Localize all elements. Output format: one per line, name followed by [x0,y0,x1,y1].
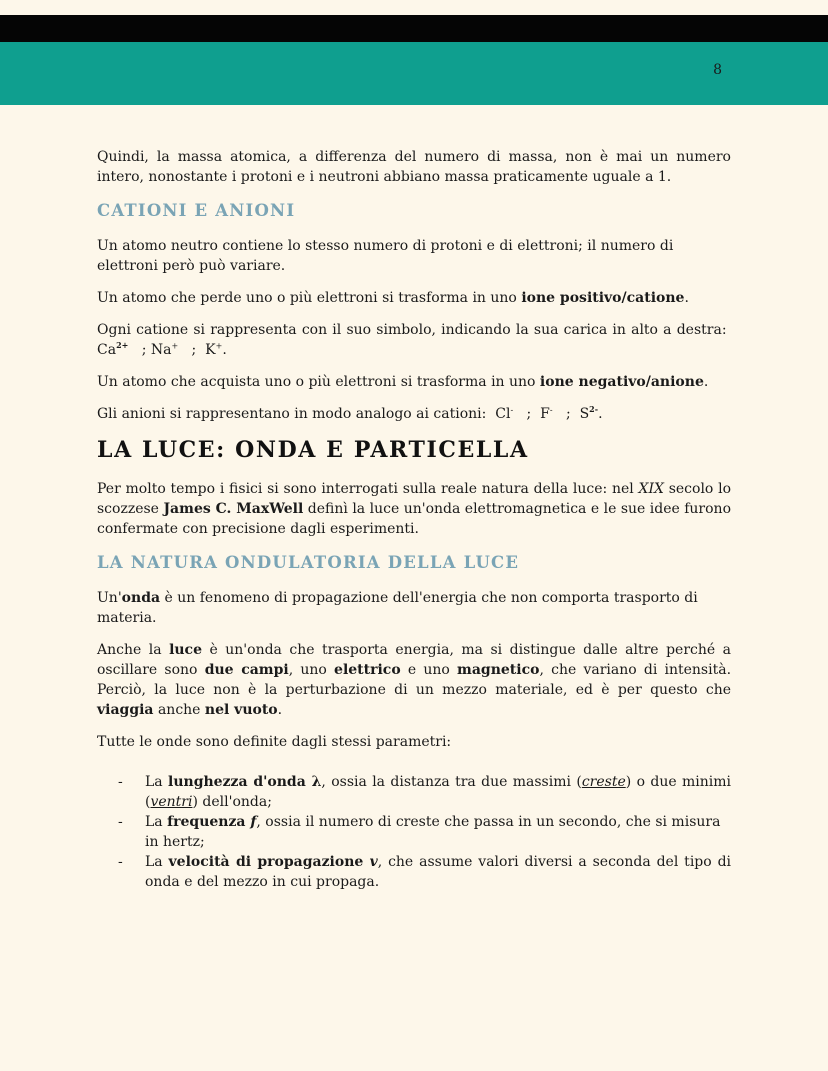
century-xix: XIX [638,481,664,497]
term-frequenza: frequenza [167,814,251,830]
term-elettrico: elettrico [334,662,401,678]
text: Ogni catione si rappresenta con il suo simbolo, indicando la sua carica in alto a destra: [97,322,727,338]
paragraph-luce-campi: Anche la luce è un'onda che trasporta energia, ma si distingue dalle altre perché a oscillare sono due campi, uno elettrico e uno magnetico, che variano di intensità. Perciò, la luce non è la perturbazione di un mezzo materiale, ed è per questo che viaggia anche nel vuoto. [97,642,732,718]
term-ventri: ventri [150,794,193,810]
separator: ; [565,406,571,422]
ion-chloride: Cl- [495,405,514,422]
paragraph-onda-definizione: Un'onda è un fenomeno di propagazione dell'energia che non comporta trasporto di materia. [97,590,698,626]
symbol-v: v [369,854,378,870]
heading-cationi-anioni: CATIONI E ANIONI [97,201,296,220]
heading-natura-ondulatoria: LA NATURA ONDULATORIA DELLA LUCE [97,553,520,572]
ion-calcium: $Ca^{2+}$ [97,340,129,358]
paragraph-anione [97,372,731,392]
list-item-velocita: - La velocità di propagazione v, che assume valori diversi a seconda del tipo di onda e del mezzo in cui propaga. [118,854,732,890]
separator: ; [191,342,197,358]
ion-sodium: Na+ [150,341,179,358]
term-creste: creste [581,774,626,790]
paragraph-simbolo-catione [97,320,731,360]
top-black-bar [0,15,828,42]
page-number: 8 [713,62,722,78]
ion-potassium: K+ [205,341,223,358]
paragraph-maxwell: Per molto tempo i fisici si sono interrogati sulla reale natura della luce: nel XIX secolo lo scozzese James C. MaxWell definì la luce un'onda elettromagnetica e le sue idee furono confermate con precisione dagli esperimenti. [97,481,732,537]
term-velocita: velocità di propagazione [168,854,370,870]
paragraph-catione [97,288,731,308]
header-band [0,42,828,105]
term-magnetico: magnetico [457,662,540,678]
parameters-list [97,772,731,892]
paragraph-massa-atomica: Quindi, la massa atomica, a differenza del numero di massa, non è mai un numero intero, nonostante i protoni e i neutroni abbiano massa praticamente uguale a 1. [97,149,731,185]
paragraph-simbolo-anione [97,404,731,424]
list-dash: - [118,814,123,830]
text: . [703,374,709,390]
scientist-name: James C. MaxWell [163,501,304,517]
separator: ; [141,342,147,358]
list-dash: - [118,774,123,790]
ion-fluoride: F- [540,405,553,422]
ion-sulfide: $S^{2-}$ [579,404,599,422]
text: . [684,290,689,306]
text: . [222,342,227,358]
text: Gli anioni si rappresentano in modo analogo ai cationi: [97,406,487,422]
term-viaggia: viaggia [97,702,154,718]
term-nel-vuoto: nel vuoto [204,702,278,718]
term-onda: onda [121,590,161,606]
term-ione-negativo: ione negativo/anione [539,374,704,390]
list-item-lunghezza-onda: - La lunghezza d'onda λ, ossia la distanza tra due massimi (creste) o due minimi (ventri) dell'onda; [118,774,731,810]
symbol-f: f [250,814,257,830]
list-dash: - [118,854,123,870]
paragraph-atomo-neutro: Un atomo neutro contiene lo stesso numero di protoni e di elettroni; il numero di elettroni però può variare. [97,238,674,274]
term-lunghezza-onda: lunghezza d'onda λ [168,774,322,790]
text: . [598,406,603,422]
page-content [97,147,731,892]
term-due-campi: due campi [204,662,289,678]
heading-luce-onda-particella: LA LUCE: ONDA E PARTICELLA [97,437,529,463]
separator: ; [526,406,532,422]
list-item-frequenza: - La frequenza f, ossia il numero di creste che passa in un secondo, che si misura in hertz; [118,814,721,850]
text: Un atomo che perde uno o più elettroni si trasforma in uno [97,290,522,306]
term-ione-positivo: ione positivo/catione [521,290,685,306]
paragraph-parametri: Tutte le onde sono definite dagli stessi parametri: [97,734,452,750]
term-luce: luce [169,642,202,658]
text: Un atomo che acquista uno o più elettroni si trasforma in uno [97,374,540,390]
